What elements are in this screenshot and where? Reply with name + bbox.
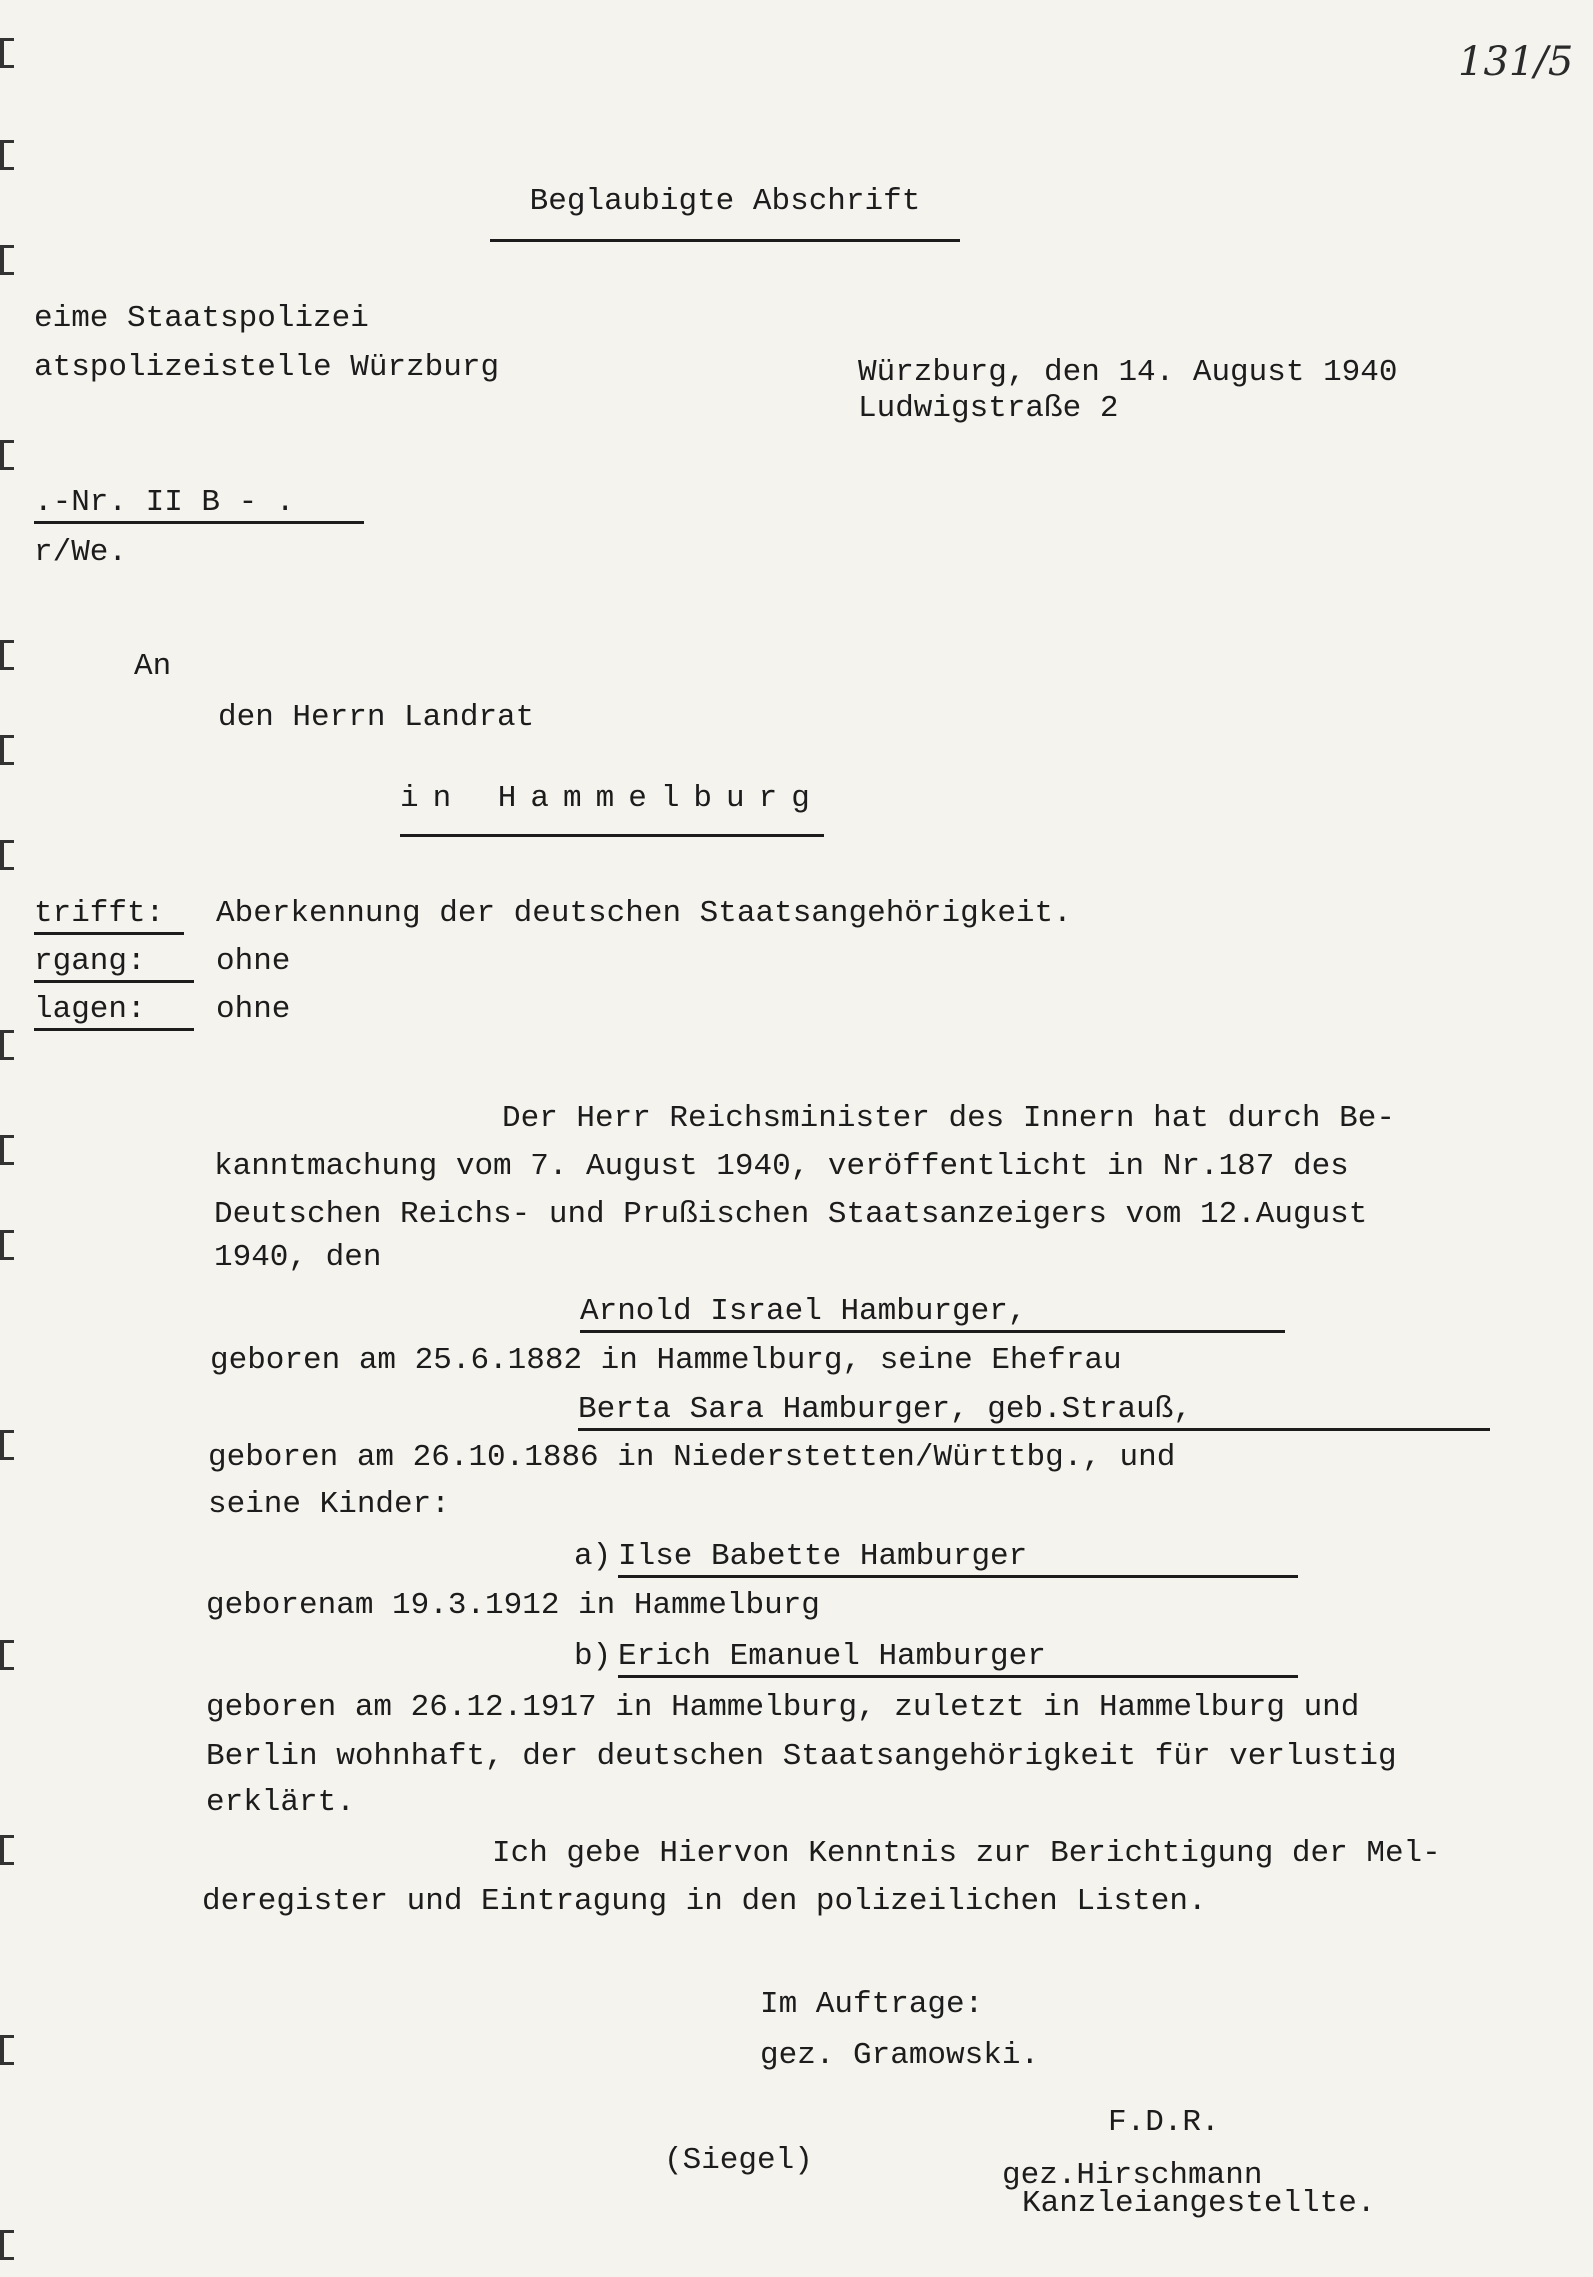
anlagen-value: ohne [216,992,291,1027]
child-a-name: Ilse Babette Hamburger [618,1541,1298,1578]
place-date: Würzburg, den 14. August 1940 [858,355,1398,390]
recipient-city: in Hammelburg [400,783,824,837]
body-line: Der Herr Reichsminister des Innern hat durch Be- [502,1101,1395,1136]
fdr: F.D.R. [1108,2105,1220,2140]
sender-line-2: atspolizeistelle Würzburg [34,350,500,385]
signer: gez. Gramowski. [760,2038,1040,2073]
clerk-name: gez.Hirschmann [1002,2158,1263,2193]
child-b-label: b) [574,1639,612,1674]
reference-initials: r/We. [34,535,128,570]
body-line: Deutschen Reichs- und Prußischen Staatsanzeigers vom 12.August [214,1197,1368,1232]
body-line: Ich gebe Hiervon Kenntnis zur Berichtigung der Mel- [492,1836,1441,1871]
anlagen-label: lagen: [34,994,194,1031]
reference-number: .-Nr. II B - . [34,487,364,524]
sender-line-1: eime Staatspolizei [34,301,369,336]
betrifft-value: Aberkennung der deutschen Staatsangehörigkeit. [216,896,1072,931]
vorgang-value: ohne [216,944,291,979]
children-intro: seine Kinder: [208,1487,450,1522]
recipient-name: den Herrn Landrat [218,700,535,735]
person-1-name: Arnold Israel Hamburger, [580,1296,1285,1333]
child-a-label: a) [574,1539,612,1574]
clerk-title: Kanzleiangestellte. [1022,2186,1376,2221]
page-number: 131/5 [1458,39,1574,85]
recipient-an: An [134,649,172,684]
seal-note: (Siegel) [664,2143,813,2178]
body-line: 1940, den [214,1240,382,1275]
document-title: Beglaubigte Abschrift [490,186,960,242]
body-line: Berlin wohnhaft, der deutschen Staatsangehörigkeit für verlustig [206,1739,1397,1774]
address: Ludwigstraße 2 [858,391,1119,426]
child-a-birth: geborenam 19.3.1912 in Hammelburg [206,1588,820,1623]
child-b-name: Erich Emanuel Hamburger [618,1641,1298,1678]
body-line: geboren am 26.12.1917 in Hammelburg, zuletzt in Hammelburg und [206,1690,1360,1725]
body-line: kanntmachung vom 7. August 1940, veröffentlicht in Nr.187 des [214,1149,1349,1184]
person-1-birth: geboren am 25.6.1882 in Hammelburg, seine Ehefrau [210,1343,1122,1378]
person-2-birth: geboren am 26.10.1886 in Niederstetten/Württbg., und [208,1440,1176,1475]
vorgang-label: rgang: [34,946,194,983]
im-auftrage: Im Auftrage: [760,1987,984,2022]
body-line: erklärt. [206,1785,355,1820]
betrifft-label: trifft: [34,898,184,935]
person-2-name: Berta Sara Hamburger, geb.Strauß, [578,1394,1490,1431]
body-line: deregister und Eintragung in den polizeilichen Listen. [202,1884,1207,1919]
